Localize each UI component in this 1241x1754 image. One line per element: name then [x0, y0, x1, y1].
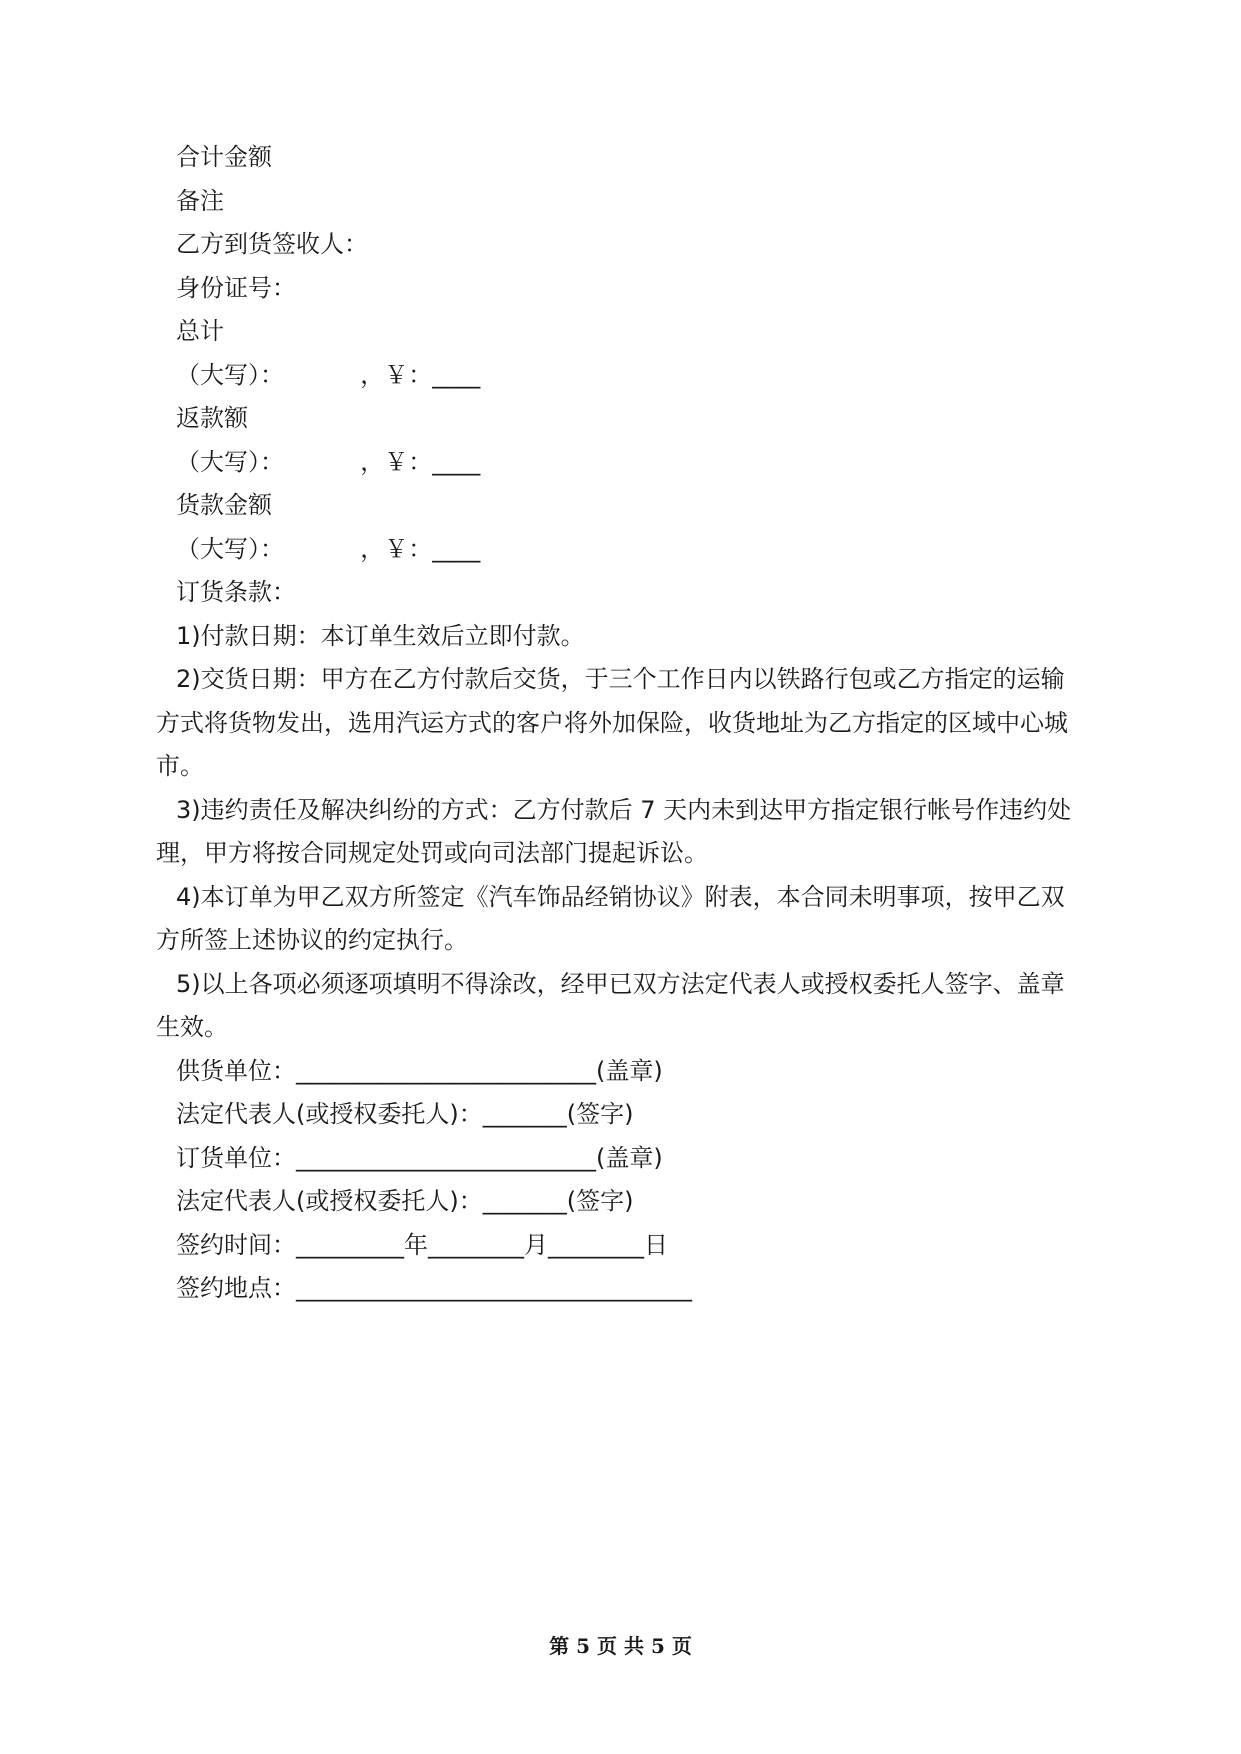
- buyer-representative-line: 法定代表人(或授权委托人)：_______(签字): [176, 1187, 634, 1215]
- rebate-label: 返款额: [176, 404, 248, 432]
- page-number-footer: 第 5 页 共 5 页: [549, 1634, 692, 1658]
- term-4-line-2: 方所签上述协议的约定执行。: [156, 926, 468, 954]
- term-5-line-1: 5)以上各项必须逐项填明不得涂改，经甲已双方法定代表人或授权委托人签字、盖章: [176, 970, 1065, 998]
- total-label: 总计: [176, 317, 224, 345]
- buyer-signature-line: 订货单位：_________________________(盖章): [176, 1144, 663, 1172]
- supplier-representative-line: 法定代表人(或授权委托人)：_______(签字): [176, 1100, 634, 1128]
- term-1: 1)付款日期：本订单生效后立即付款。: [176, 622, 585, 650]
- terms-title: 订货条款：: [176, 578, 296, 606]
- term-3-line-2: 理，甲方将按合同规定处罚或向司法部门提起诉讼。: [156, 839, 708, 867]
- term-2-line-2: 方式将货物发出，选用汽运方式的客户将外加保险，收货地址为乙方指定的区域中心城: [156, 709, 1068, 737]
- upper-amount-line-2: （大写）： ，￥：____: [176, 448, 481, 476]
- remarks-label: 备注: [176, 187, 224, 215]
- supplier-signature-line: 供货单位：_________________________(盖章): [176, 1057, 663, 1085]
- term-4-line-1: 4)本订单为甲乙双方所签定《汽车饰品经销协议》附表，本合同未明事项，按甲乙双: [176, 883, 1065, 911]
- term-2-line-1: 2)交货日期：甲方在乙方付款后交货，于三个工作日内以铁路行包或乙方指定的运输: [176, 665, 1065, 693]
- signing-date-line: 签约时间：_________年________月________日: [176, 1231, 668, 1259]
- goods-amount-label: 货款金额: [176, 491, 272, 519]
- term-5-line-2: 生效。: [156, 1013, 228, 1041]
- upper-amount-line-1: （大写）： ，￥：____: [176, 361, 481, 389]
- signing-place-line: 签约地点：_________________________________: [176, 1274, 692, 1302]
- upper-amount-line-3: （大写）： ，￥：____: [176, 535, 481, 563]
- receiver-label: 乙方到货签收人：: [176, 230, 368, 258]
- term-3-line-1: 3)违约责任及解决纠纷的方式：乙方付款后 7 天内未到达甲方指定银行帐号作违约处: [176, 796, 1072, 824]
- total-amount-label: 合计金额: [176, 143, 272, 171]
- id-number-label: 身份证号：: [176, 274, 296, 302]
- term-2-line-3: 市。: [156, 752, 204, 780]
